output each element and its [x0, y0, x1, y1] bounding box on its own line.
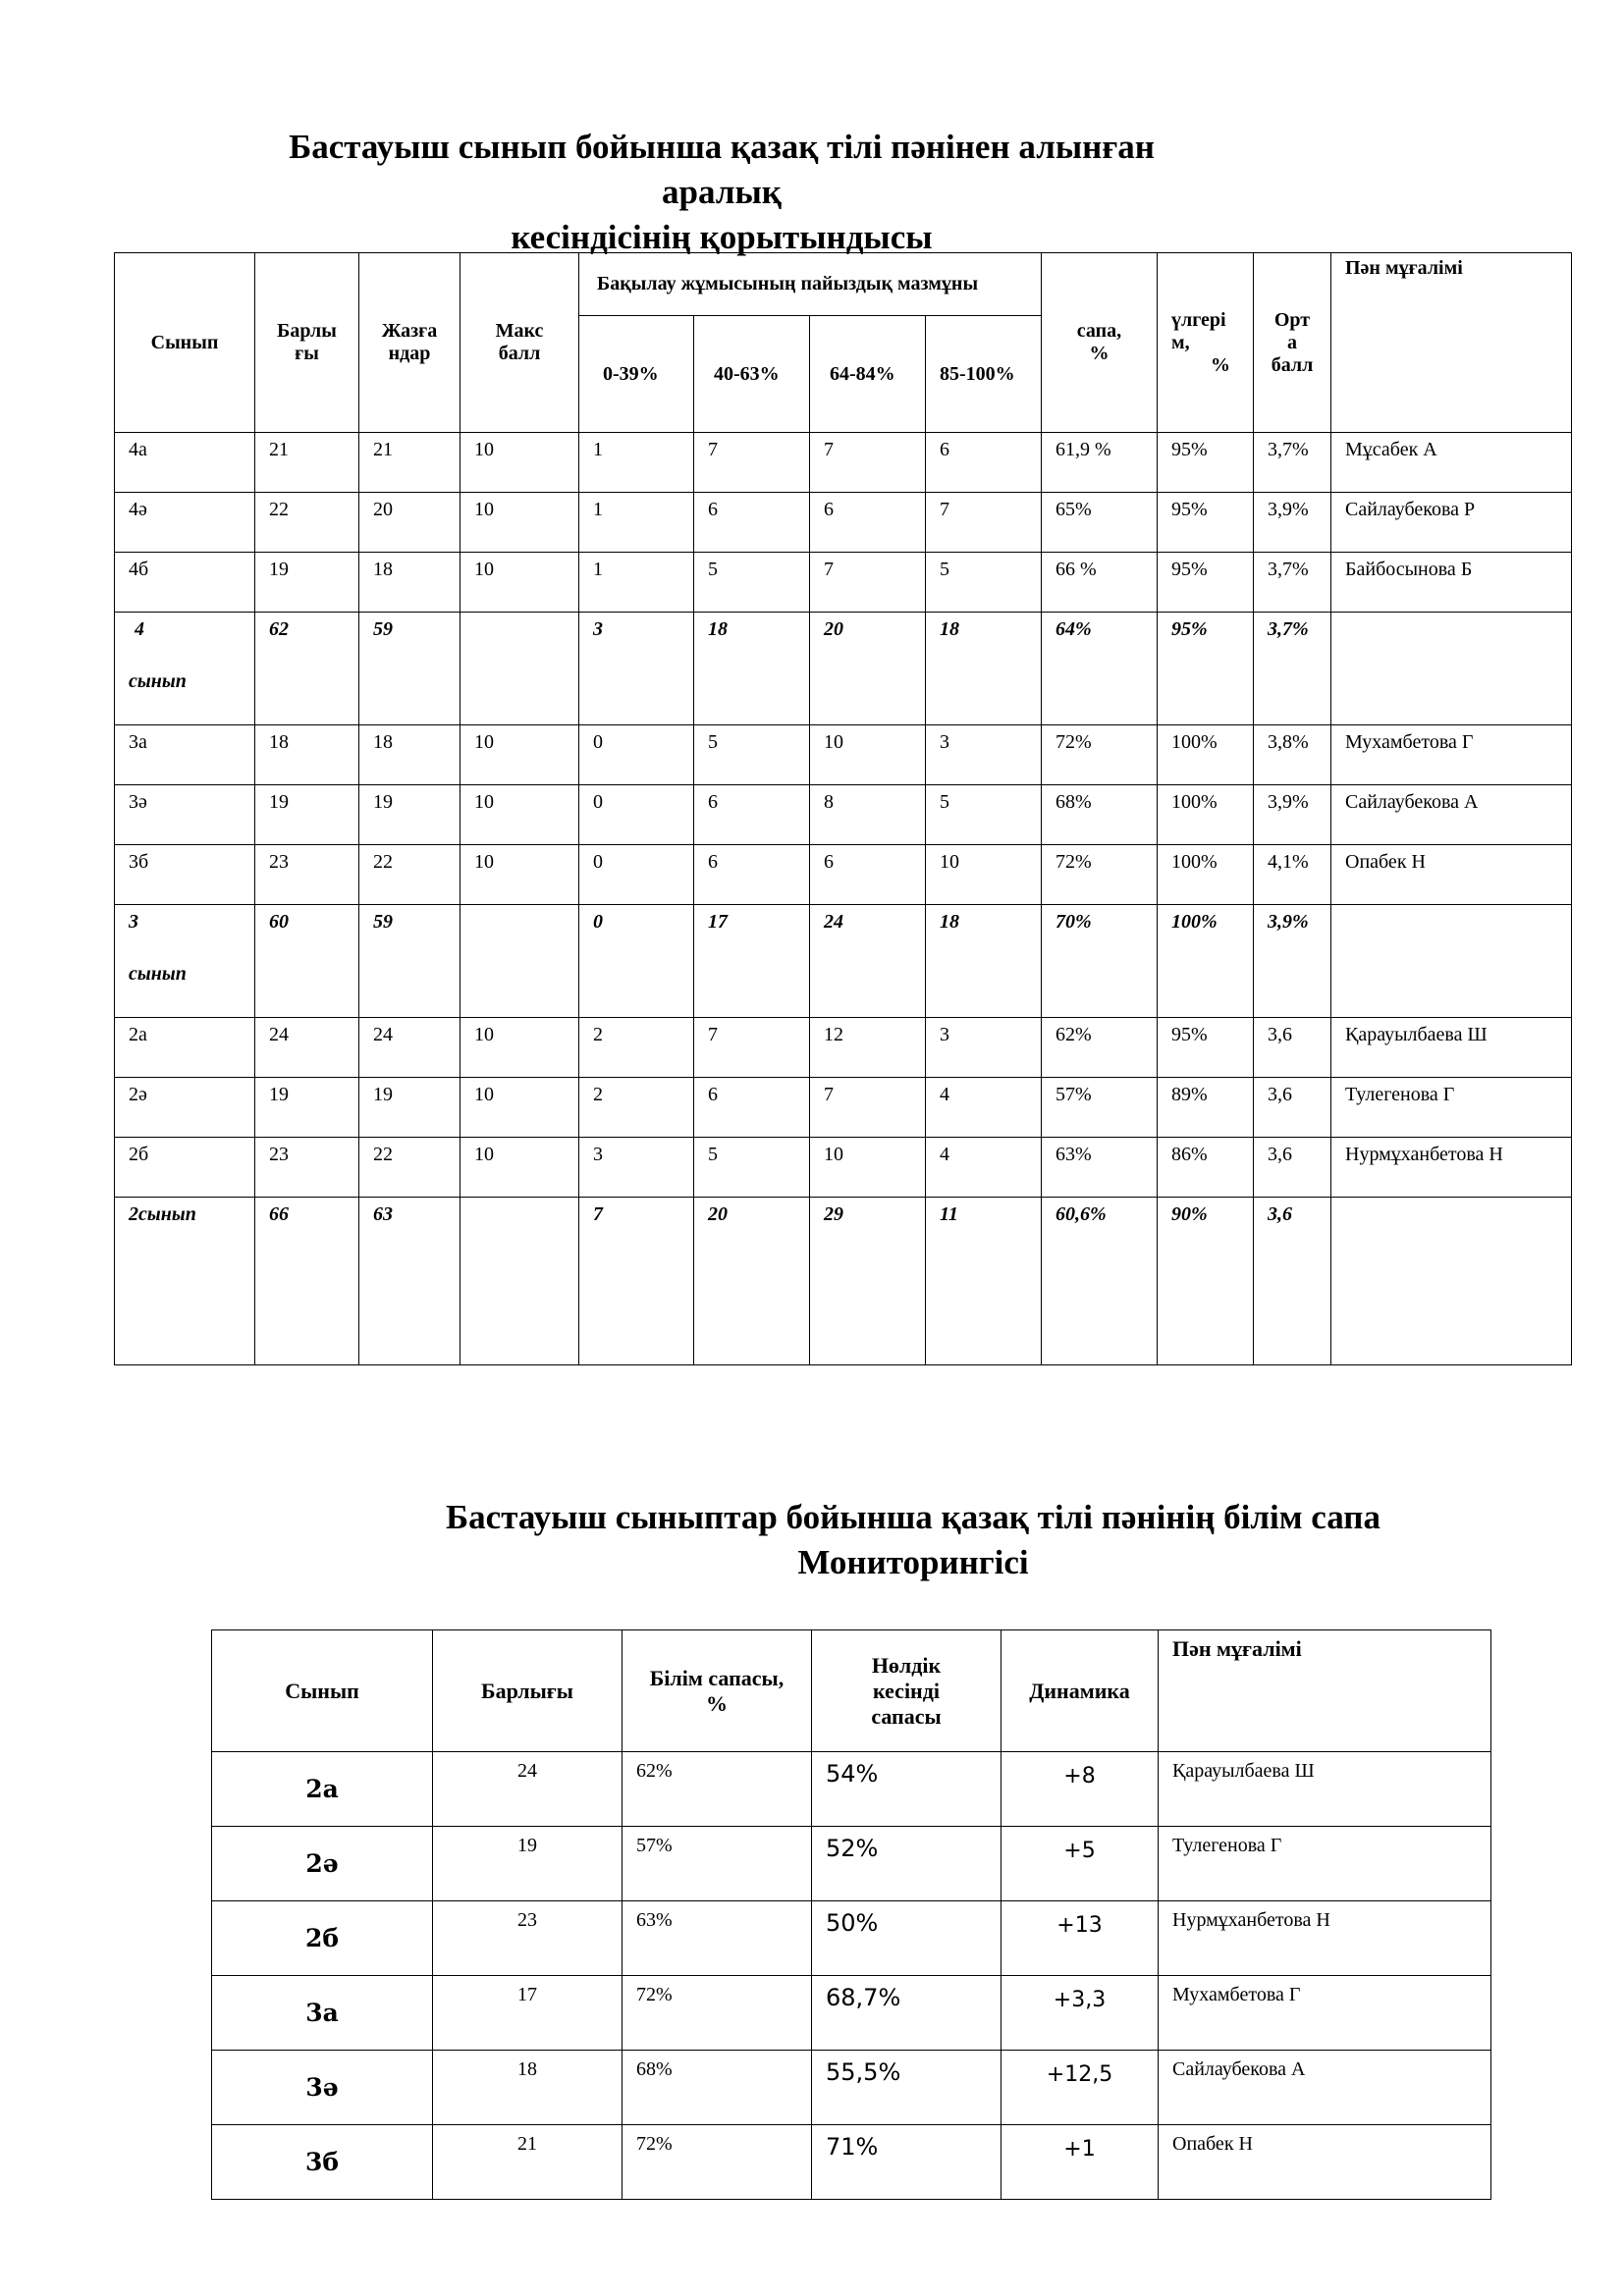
total-cell: 62 [255, 613, 359, 725]
col-range2-header: 40-63% [694, 316, 810, 433]
avg-cell: 3,6 [1254, 1078, 1331, 1138]
results-table [114, 252, 1572, 1365]
max-cell: 10 [460, 845, 579, 905]
range2-cell: 5 [694, 553, 810, 613]
range4-cell: 7 [926, 493, 1042, 553]
range1-cell: 7 [579, 1198, 694, 1365]
monitoring-row [212, 2125, 1491, 2200]
range2-cell: 6 [694, 785, 810, 845]
mon-teacher-cell: Мухамбетова Г [1159, 1976, 1491, 2051]
total-cell: 18 [255, 725, 359, 785]
col-progress-header: үлгері м, % [1158, 253, 1254, 433]
mon-col-class-header: Сынып [212, 1630, 433, 1752]
wrote-cell: 20 [359, 493, 460, 553]
mon-teacher-cell: Қарауылбаева Ш [1159, 1752, 1491, 1827]
total-cell: 19 [255, 1078, 359, 1138]
wrote-cell: 59 [359, 613, 460, 725]
teacher-cell: Нурмұханбетова Н [1331, 1138, 1572, 1198]
mon-class-cell: 3б [212, 2125, 433, 2200]
range2-cell: 6 [694, 493, 810, 553]
range4-cell: 5 [926, 785, 1042, 845]
teacher-cell [1331, 613, 1572, 725]
quality-cell: 57% [1042, 1078, 1158, 1138]
progress-cell: 95% [1158, 433, 1254, 493]
quality-cell: 72% [1042, 845, 1158, 905]
wrote-cell: 18 [359, 553, 460, 613]
max-cell: 10 [460, 785, 579, 845]
wrote-cell: 18 [359, 725, 460, 785]
range1-cell: 0 [579, 905, 694, 1018]
range4-cell: 18 [926, 613, 1042, 725]
class-cell: 3б [115, 845, 255, 905]
avg-cell: 3,7% [1254, 613, 1331, 725]
max-cell: 10 [460, 433, 579, 493]
report-title-line2: кесіндісінің қорытындысы [511, 218, 933, 256]
quality-cell: 70% [1042, 905, 1158, 1018]
progress-cell: 89% [1158, 1078, 1254, 1138]
range1-cell: 0 [579, 785, 694, 845]
range3-cell: 24 [810, 905, 926, 1018]
range2-cell: 5 [694, 725, 810, 785]
mon-total-cell: 23 [433, 1901, 623, 1976]
class-cell: 4 сынып [115, 613, 255, 725]
teacher-cell: Қарауылбаева Ш [1331, 1018, 1572, 1078]
teacher-cell: Байбосынова Б [1331, 553, 1572, 613]
total-cell: 23 [255, 1138, 359, 1198]
range4-cell: 6 [926, 433, 1042, 493]
col-range1-header: 0-39% [579, 316, 694, 433]
mon-total-cell: 21 [433, 2125, 623, 2200]
mon-class-cell: 2б [212, 1901, 433, 1976]
range1-cell: 1 [579, 493, 694, 553]
class-cell: 4б [115, 553, 255, 613]
mon-dynamics-cell: +1 [1001, 2125, 1159, 2200]
total-cell: 21 [255, 433, 359, 493]
mon-col-zero-header: Нөлдік кесінді сапасы [812, 1630, 1001, 1752]
range3-cell: 10 [810, 725, 926, 785]
teacher-cell: Сайлаубекова А [1331, 785, 1572, 845]
range4-cell: 5 [926, 553, 1042, 613]
mon-zero-cell: 55,5% [812, 2051, 1001, 2125]
class-row [115, 433, 1572, 493]
monitoring-title-line2: Мониторингісі [797, 1543, 1029, 1581]
wrote-cell: 24 [359, 1018, 460, 1078]
mon-teacher-cell: Опабек Н [1159, 2125, 1491, 2200]
monitoring-title [324, 1495, 1502, 1585]
mon-quality-cell: 72% [623, 1976, 812, 2051]
report-title [226, 125, 1218, 260]
monitoring-row [212, 1976, 1491, 2051]
range1-cell: 1 [579, 433, 694, 493]
quality-cell: 62% [1042, 1018, 1158, 1078]
mon-total-cell: 18 [433, 2051, 623, 2125]
class-cell: 2а [115, 1018, 255, 1078]
wrote-cell: 59 [359, 905, 460, 1018]
quality-cell: 63% [1042, 1138, 1158, 1198]
quality-cell: 68% [1042, 785, 1158, 845]
range4-cell: 11 [926, 1198, 1042, 1365]
wrote-cell: 21 [359, 433, 460, 493]
range2-cell: 5 [694, 1138, 810, 1198]
range2-cell: 18 [694, 613, 810, 725]
quality-cell: 60,6% [1042, 1198, 1158, 1365]
progress-cell: 95% [1158, 553, 1254, 613]
mon-quality-cell: 62% [623, 1752, 812, 1827]
teacher-cell: Мұсабек А [1331, 433, 1572, 493]
total-cell: 19 [255, 553, 359, 613]
mon-class-cell: 3а [212, 1976, 433, 2051]
avg-cell: 3,6 [1254, 1138, 1331, 1198]
progress-cell: 100% [1158, 905, 1254, 1018]
avg-cell: 3,9% [1254, 785, 1331, 845]
range4-cell: 18 [926, 905, 1042, 1018]
mon-col-quality-header: Білім сапасы, % [623, 1630, 812, 1752]
max-cell: 10 [460, 553, 579, 613]
mon-zero-cell: 68,7% [812, 1976, 1001, 2051]
range3-cell: 6 [810, 493, 926, 553]
mon-class-cell: 2а [212, 1752, 433, 1827]
progress-cell: 86% [1158, 1138, 1254, 1198]
quality-cell: 65% [1042, 493, 1158, 553]
class-row [115, 493, 1572, 553]
range2-cell: 6 [694, 1078, 810, 1138]
avg-cell: 3,6 [1254, 1018, 1331, 1078]
range3-cell: 8 [810, 785, 926, 845]
mon-dynamics-cell: +8 [1001, 1752, 1159, 1827]
class-row [115, 845, 1572, 905]
range3-cell: 29 [810, 1198, 926, 1365]
range1-cell: 2 [579, 1078, 694, 1138]
total-cell: 24 [255, 1018, 359, 1078]
monitoring-header-row [212, 1630, 1491, 1752]
mon-zero-cell: 71% [812, 2125, 1001, 2200]
range2-cell: 7 [694, 433, 810, 493]
avg-cell: 4,1% [1254, 845, 1331, 905]
avg-cell: 3,7% [1254, 553, 1331, 613]
range3-cell: 7 [810, 553, 926, 613]
mon-zero-cell: 54% [812, 1752, 1001, 1827]
max-cell [460, 613, 579, 725]
range2-cell: 20 [694, 1198, 810, 1365]
range1-cell: 3 [579, 613, 694, 725]
mon-teacher-cell: Нурмұханбетова Н [1159, 1901, 1491, 1976]
progress-cell: 100% [1158, 725, 1254, 785]
range4-cell: 10 [926, 845, 1042, 905]
range3-cell: 20 [810, 613, 926, 725]
wrote-cell: 63 [359, 1198, 460, 1365]
mon-dynamics-cell: +5 [1001, 1827, 1159, 1901]
class-total-row [115, 905, 1572, 1018]
class-row [115, 725, 1572, 785]
monitoring-row [212, 1827, 1491, 1901]
range2-cell: 17 [694, 905, 810, 1018]
range3-cell: 7 [810, 1078, 926, 1138]
mon-teacher-cell: Сайлаубекова А [1159, 2051, 1491, 2125]
mon-total-cell: 24 [433, 1752, 623, 1827]
total-cell: 60 [255, 905, 359, 1018]
wrote-cell: 22 [359, 845, 460, 905]
mon-total-cell: 17 [433, 1976, 623, 2051]
mon-teacher-cell: Тулегенова Г [1159, 1827, 1491, 1901]
range1-cell: 3 [579, 1138, 694, 1198]
mon-col-teacher-header: Пән мұғалімі [1159, 1630, 1491, 1752]
range1-cell: 1 [579, 553, 694, 613]
progress-cell: 95% [1158, 493, 1254, 553]
class-row [115, 553, 1572, 613]
range2-cell: 7 [694, 1018, 810, 1078]
range3-cell: 10 [810, 1138, 926, 1198]
class-cell: 3ә [115, 785, 255, 845]
quality-cell: 61,9 % [1042, 433, 1158, 493]
progress-cell: 95% [1158, 613, 1254, 725]
max-cell: 10 [460, 1018, 579, 1078]
monitoring-table-body [212, 1752, 1491, 2200]
class-cell: 3а [115, 725, 255, 785]
col-percent-group-header: Бақылау жұмысының пайыздық мазмұны [579, 253, 1042, 316]
class-cell: 3 сынып [115, 905, 255, 1018]
col-range3-header: 64-84% [810, 316, 926, 433]
range1-cell: 0 [579, 725, 694, 785]
monitoring-row [212, 2051, 1491, 2125]
range4-cell: 3 [926, 725, 1042, 785]
class-total-row [115, 1198, 1572, 1365]
max-cell [460, 1198, 579, 1365]
col-avg-header: Орт а балл [1254, 253, 1331, 433]
class-row [115, 1078, 1572, 1138]
range3-cell: 12 [810, 1018, 926, 1078]
class-cell: 2б [115, 1138, 255, 1198]
wrote-cell: 19 [359, 1078, 460, 1138]
range4-cell: 4 [926, 1078, 1042, 1138]
quality-cell: 64% [1042, 613, 1158, 725]
report-title-line1: Бастауыш сынып бойынша қазақ тілі пәнінен алынған аралық [289, 128, 1155, 211]
range4-cell: 4 [926, 1138, 1042, 1198]
col-class-header: Сынып [115, 253, 255, 433]
progress-cell: 100% [1158, 785, 1254, 845]
results-table-body [115, 433, 1572, 1365]
range3-cell: 7 [810, 433, 926, 493]
class-row [115, 1018, 1572, 1078]
total-cell: 22 [255, 493, 359, 553]
class-cell: 2сынып [115, 1198, 255, 1365]
teacher-cell: Сайлаубекова Р [1331, 493, 1572, 553]
mon-col-total-header: Барлығы [433, 1630, 623, 1752]
mon-class-cell: 3ә [212, 2051, 433, 2125]
col-quality-header: сапа, % [1042, 253, 1158, 433]
progress-cell: 95% [1158, 1018, 1254, 1078]
monitoring-title-line1: Бастауыш сыныптар бойынша қазақ тілі пәнінің білім сапа [446, 1498, 1380, 1536]
max-cell [460, 905, 579, 1018]
mon-dynamics-cell: +3,3 [1001, 1976, 1159, 2051]
mon-zero-cell: 52% [812, 1827, 1001, 1901]
progress-cell: 100% [1158, 845, 1254, 905]
wrote-cell: 19 [359, 785, 460, 845]
class-total-row [115, 613, 1572, 725]
total-cell: 23 [255, 845, 359, 905]
monitoring-row [212, 1901, 1491, 1976]
col-total-header: Барлы ғы [255, 253, 359, 433]
avg-cell: 3,7% [1254, 433, 1331, 493]
col-max-header: Макс балл [460, 253, 579, 433]
wrote-cell: 22 [359, 1138, 460, 1198]
mon-dynamics-cell: +12,5 [1001, 2051, 1159, 2125]
avg-cell: 3,9% [1254, 905, 1331, 1018]
range1-cell: 2 [579, 1018, 694, 1078]
avg-cell: 3,9% [1254, 493, 1331, 553]
mon-quality-cell: 72% [623, 2125, 812, 2200]
class-cell: 4а [115, 433, 255, 493]
col-teacher-header: Пән мұғалімі [1331, 253, 1572, 433]
mon-col-dynamics-header: Динамика [1001, 1630, 1159, 1752]
progress-cell: 90% [1158, 1198, 1254, 1365]
teacher-cell [1331, 1198, 1572, 1365]
range4-cell: 3 [926, 1018, 1042, 1078]
mon-quality-cell: 57% [623, 1827, 812, 1901]
range2-cell: 6 [694, 845, 810, 905]
mon-class-cell: 2ә [212, 1827, 433, 1901]
teacher-cell: Мухамбетова Г [1331, 725, 1572, 785]
avg-cell: 3,6 [1254, 1198, 1331, 1365]
class-row [115, 1138, 1572, 1198]
range3-cell: 6 [810, 845, 926, 905]
class-cell: 2ә [115, 1078, 255, 1138]
max-cell: 10 [460, 493, 579, 553]
results-header-row [115, 253, 1572, 316]
teacher-cell: Тулегенова Г [1331, 1078, 1572, 1138]
teacher-cell: Опабек Н [1331, 845, 1572, 905]
class-row [115, 785, 1572, 845]
mon-quality-cell: 63% [623, 1901, 812, 1976]
max-cell: 10 [460, 1078, 579, 1138]
quality-cell: 66 % [1042, 553, 1158, 613]
avg-cell: 3,8% [1254, 725, 1331, 785]
teacher-cell [1331, 905, 1572, 1018]
class-cell: 4ә [115, 493, 255, 553]
range1-cell: 0 [579, 845, 694, 905]
max-cell: 10 [460, 1138, 579, 1198]
total-cell: 19 [255, 785, 359, 845]
mon-quality-cell: 68% [623, 2051, 812, 2125]
mon-total-cell: 19 [433, 1827, 623, 1901]
quality-cell: 72% [1042, 725, 1158, 785]
monitoring-table [211, 1629, 1491, 2200]
total-cell: 66 [255, 1198, 359, 1365]
monitoring-row [212, 1752, 1491, 1827]
mon-dynamics-cell: +13 [1001, 1901, 1159, 1976]
max-cell: 10 [460, 725, 579, 785]
col-wrote-header: Жазға ндар [359, 253, 460, 433]
mon-zero-cell: 50% [812, 1901, 1001, 1976]
col-range4-header: 85-100% [926, 316, 1042, 433]
